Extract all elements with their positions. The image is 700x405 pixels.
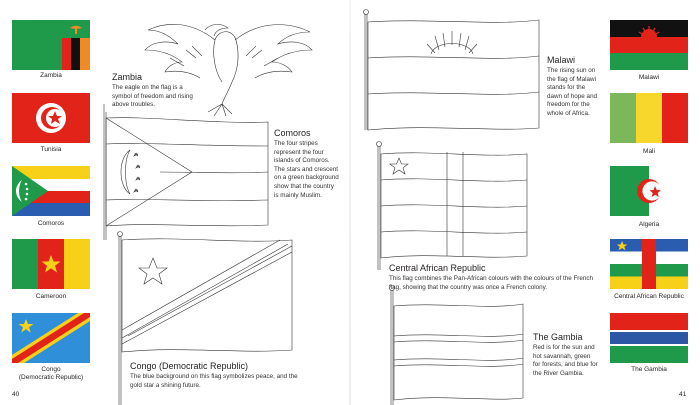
flag-caption-malawi: Malawi: [638, 74, 660, 81]
entry-title-malawi: Malawi: [547, 55, 576, 65]
flag-caption-gambia: The Gambia: [631, 366, 667, 373]
entry-text-zambia: The eagle on the flag is a symbol of freedom and rising above troubles.: [112, 84, 193, 109]
page-number-left: 40: [12, 391, 20, 398]
flag-caption-comoros: Comoros: [37, 220, 65, 227]
malawi-flag-icon: [610, 20, 688, 70]
entry-text-comoros: The four stripes represent the four islands of Comoros. The stars and crescent on a green background show that the country is mainly Muslim.: [274, 140, 339, 199]
entry-text-malawi: The rising sun on the flag of Malawi stands for the dawn of hope and freedom for the whole of Africa.: [547, 67, 598, 117]
entry-text-car: This flag combines the Pan-African colours with the colours of the French flag, showing that the country was once a French colony.: [389, 275, 594, 291]
entry-title-comoros: Comoros: [274, 128, 311, 138]
car-outline-flag: [377, 142, 528, 271]
flag-caption-congo: Congo (Democratic Republic): [18, 366, 84, 381]
central-african-republic-flag-icon: [610, 239, 688, 289]
congo-dr-flag-icon: [12, 313, 90, 363]
gambia-flag-icon: [610, 313, 688, 363]
gambia-outline-flag: [390, 286, 524, 405]
flag-caption-cameroon: Cameroon: [35, 293, 67, 300]
comoros-flag-icon: [12, 166, 90, 216]
right-page: [351, 0, 700, 405]
entry-text-congo: The blue background on this flag symbolizes peace, and the gold star a shining future.: [130, 373, 298, 389]
entry-title-zambia: Zambia: [112, 72, 143, 82]
flag-caption-zambia: Zambia: [40, 72, 62, 79]
cameroon-flag-icon: [12, 239, 90, 289]
entry-text-gambia: Red is for the sun and hot savannah, green for forests, and blue for the River Gambia.: [533, 344, 598, 377]
algeria-flag-icon: [610, 166, 688, 216]
flag-caption-mali: Mali: [643, 148, 655, 155]
entry-title-car: Central African Republic: [389, 263, 486, 273]
entry-title-congo: Congo (Democratic Republic): [130, 361, 249, 371]
zambia-flag-icon: [12, 20, 90, 70]
page-number-right: 41: [679, 391, 687, 398]
flag-caption-car: Central African Republic: [614, 293, 684, 300]
entry-title-gambia: The Gambia: [533, 332, 583, 342]
left-page: [0, 0, 349, 405]
malawi-outline-flag: [364, 10, 540, 131]
comoros-outline-flag: [104, 112, 268, 240]
flag-caption-tunisia: Tunisia: [40, 146, 62, 153]
mali-flag-icon: [610, 93, 688, 143]
flag-caption-algeria: Algeria: [638, 221, 660, 228]
tunisia-flag-icon: [12, 93, 90, 143]
